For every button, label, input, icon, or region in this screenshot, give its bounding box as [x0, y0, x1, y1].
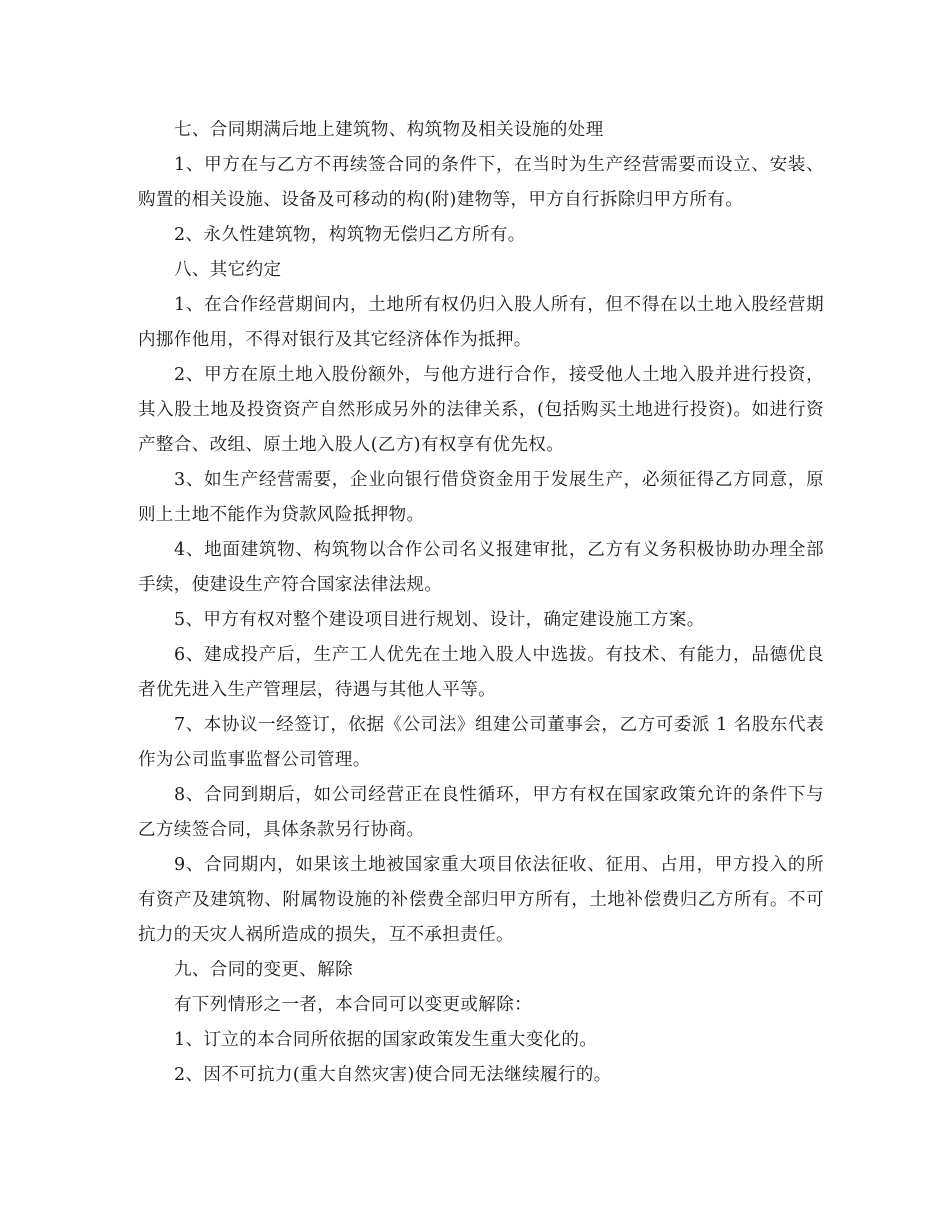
clause-8-7: 7、本协议一经签订，依据《公司法》组建公司董事会，乙方可委派 1 名股东代表作为公司监事监督公司管理。: [138, 715, 824, 770]
clause-7-1: 1、甲方在与乙方不再续签合同的条件下，在当时为生产经营需要而设立、安装、购置的相关设施、设备及可移动的构(附)建物等，甲方自行拆除归甲方所有。: [138, 155, 824, 210]
clause-8-3: 3、如生产经营需要，企业向银行借贷资金用于发展生产，必须征得乙方同意，原则上土地不能作为贷款风险抵押物。: [138, 470, 824, 525]
clause-8-1: 1、在合作经营期间内，土地所有权仍归入股人所有，但不得在以土地入股经营期内挪作他用，不得对银行及其它经济体作为抵押。: [138, 295, 824, 350]
clause-9-1: 1、订立的本合同所依据的国家政策发生重大变化的。: [174, 1030, 598, 1050]
document-page: [138, 113, 824, 1093]
section-heading-8: 八、其它约定: [174, 260, 282, 280]
clause-7-2: 2、永久性建筑物，构筑物无偿归乙方所有。: [174, 225, 526, 245]
clause-9-intro: 有下列情形之一者，本合同可以变更或解除：: [174, 995, 532, 1015]
clause-8-9: 9、合同期内，如果该土地被国家重大项目依法征收、征用、占用，甲方投入的所有资产及建筑物、附属物设施的补偿费全部归甲方所有，土地补偿费归乙方所有。不可抗力的天灾人祸所造成的损失，互不承担责任。: [138, 855, 824, 945]
clause-8-5: 5、甲方有权对整个建设项目进行规划、设计，确定建设施工方案。: [174, 610, 705, 630]
section-heading-9: 九、合同的变更、解除: [174, 960, 353, 980]
clause-8-2: 2、甲方在原土地入股份额外，与他方进行合作，接受他人土地入股并进行投资，其入股土地及投资资产自然形成另外的法律关系，(包括购买土地进行投资)。如进行资产整合、改组、原土地入股人(乙方)有权享有优先权。: [138, 365, 824, 455]
clause-9-2: 2、因不可抗力(重大自然灾害)使合同无法继续履行的。: [174, 1065, 612, 1085]
section-heading-7: 七、合同期满后地上建筑物、构筑物及相关设施的处理: [174, 120, 604, 140]
clause-8-6: 6、建成投产后，生产工人优先在土地入股人中选拔。有技术、有能力，品德优良者优先进入生产管理层，待遇与其他人平等。: [138, 645, 824, 700]
clause-8-4: 4、地面建筑物、构筑物以合作公司名义报建审批，乙方有义务积极协助办理全部手续，使建设生产符合国家法律法规。: [138, 540, 824, 595]
clause-8-8: 8、合同到期后，如公司经营正在良性循环，甲方有权在国家政策允许的条件下与乙方续签合同，具体条款另行协商。: [138, 785, 824, 840]
